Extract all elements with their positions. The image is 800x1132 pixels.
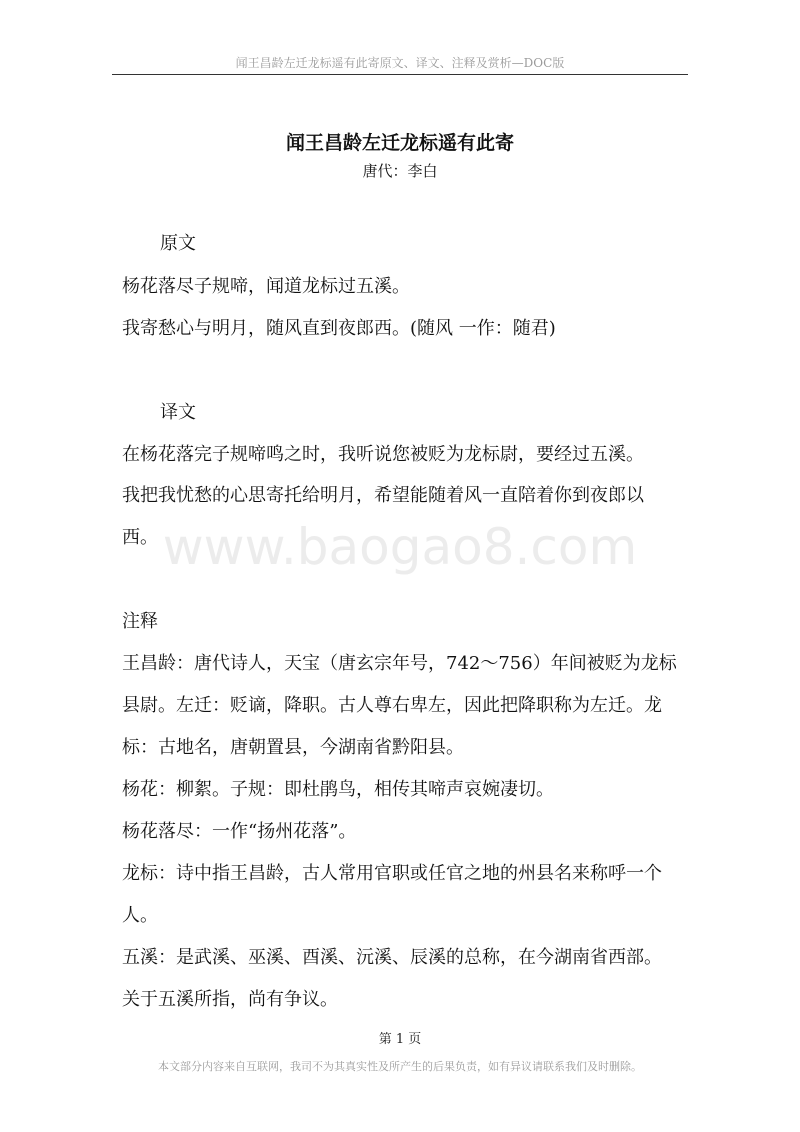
page-header: 闻王昌龄左迁龙标遥有此寄原文、译文、注释及赏析—DOC版 bbox=[235, 56, 565, 70]
header-divider bbox=[112, 74, 688, 75]
poem-line: 杨花落尽子规啼，闻道龙标过五溪。 bbox=[122, 276, 410, 297]
section-heading-original: 原文 bbox=[160, 233, 196, 254]
watermark: www.baogao8.com bbox=[162, 518, 638, 576]
note-line: 县尉。左迁：贬谪，降职。古人尊右卑左，因此把降职称为左迁。龙 bbox=[122, 695, 662, 716]
section-heading-translation: 译文 bbox=[160, 402, 196, 423]
section-heading-notes: 注释 bbox=[122, 611, 158, 632]
note-line: 王昌龄：唐代诗人，天宝（唐玄宗年号，742～756）年间被贬为龙标 bbox=[122, 653, 677, 674]
note-line: 标：古地名，唐朝置县，今湖南省黔阳县。 bbox=[122, 737, 464, 758]
translation-line: 在杨花落完子规啼鸣之时，我听说您被贬为龙标尉，要经过五溪。 bbox=[122, 444, 644, 465]
translation-line: 西。 bbox=[122, 527, 158, 548]
note-line: 龙标：诗中指王昌龄，古人常用官职或任官之地的州县名来称呼一个 bbox=[122, 863, 662, 884]
translation-line: 我把我忧愁的心思寄托给明月，希望能随着风一直陪着你到夜郎以 bbox=[122, 485, 644, 506]
note-line: 关于五溪所指，尚有争议。 bbox=[122, 989, 338, 1010]
document-title: 闻王昌龄左迁龙标遥有此寄 bbox=[285, 132, 514, 154]
document-author: 唐代：李白 bbox=[362, 162, 438, 180]
note-line: 杨花落尽：一作“扬州花落”。 bbox=[122, 821, 357, 842]
note-line: 人。 bbox=[122, 905, 158, 926]
page-number: 第 1 页 bbox=[378, 1032, 422, 1047]
note-line: 杨花：柳絮。子规：即杜鹃鸟，相传其啼声哀婉凄切。 bbox=[122, 779, 554, 800]
note-line: 五溪：是武溪、巫溪、酉溪、沅溪、辰溪的总称，在今湖南省西部。 bbox=[122, 947, 662, 968]
page-footer: 本文部分内容来自互联网，我司不为其真实性及所产生的后果负责，如有异议请联系我们及时删除。 bbox=[158, 1060, 642, 1073]
poem-line: 我寄愁心与明月，随风直到夜郎西。(随风 一作：随君) bbox=[122, 318, 556, 339]
